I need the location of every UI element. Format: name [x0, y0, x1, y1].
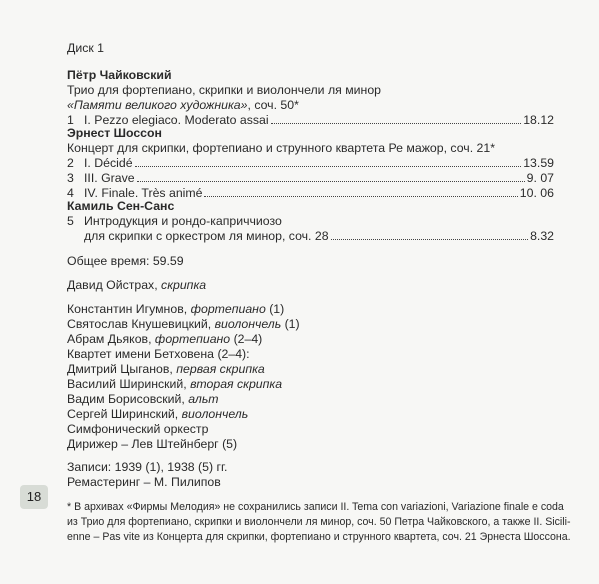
track-duration: 8.32: [530, 229, 554, 243]
work-title: Трио для фортепиано, скрипки и виолончели ля минор: [67, 83, 381, 97]
recording-dates: Записи: 1939 (1), 1938 (5) гг.: [67, 460, 228, 474]
performer-row: [67, 347, 250, 362]
track-title-continued: для скрипки с оркестром ля минор, соч. 28: [84, 229, 329, 243]
dot-leader: [135, 166, 522, 167]
page-number: 18: [20, 485, 48, 509]
performer-role: вторая скрипка: [190, 377, 283, 391]
performer-row: [67, 317, 300, 332]
work-subtitle-opus: , соч. 50*: [247, 98, 299, 112]
performer-role: фортепиано: [190, 302, 266, 316]
performer-name: Дирижер – Лев Штейнберг (5): [67, 437, 238, 451]
track-row: [67, 156, 554, 171]
dot-leader: [137, 181, 525, 182]
total-time: Общее время: 59.59: [67, 254, 184, 268]
composer-name: Эрнест Шоссон: [67, 126, 162, 140]
performer-tracks: (2–4): [230, 332, 263, 346]
track-title: IV. Finale. Très animé: [84, 186, 203, 200]
track-number: 1: [67, 113, 74, 127]
dot-leader: [271, 123, 522, 124]
performer-row: [67, 437, 237, 452]
track-number: 5: [67, 214, 74, 228]
performer-row: [67, 302, 284, 317]
performer-name: Абрам Дьяков,: [67, 332, 155, 346]
performer-name: Святослав Кнушевицкий,: [67, 317, 215, 331]
performer-name: Давид Ойстрах,: [67, 278, 162, 292]
composer-name: Камиль Сен-Санс: [67, 199, 175, 213]
track-row-continued: [67, 229, 554, 244]
track-duration: 18.12: [523, 113, 554, 127]
performer-name: Константин Игумнов,: [67, 302, 191, 316]
track-number: 3: [67, 171, 74, 185]
track-duration: 9. 07: [526, 171, 554, 185]
track-number: 2: [67, 156, 74, 170]
work-subtitle: [67, 98, 299, 113]
footnote-line: * В архивах «Фирмы Мелодия» не сохранились записи II. Tema con variazioni, Variazione finale e coda: [67, 501, 564, 513]
disc-label: Диск 1: [67, 41, 104, 55]
soloist: [67, 278, 206, 293]
performer-row: [67, 392, 219, 407]
performer-role: виолончель: [181, 407, 249, 421]
track-title: Интродукция и рондо-каприччиозо: [84, 214, 282, 228]
track-number: 4: [67, 186, 74, 200]
composer-name: Пётр Чайковский: [67, 68, 172, 82]
performer-row: [67, 422, 208, 437]
performer-tracks: (1): [281, 317, 300, 331]
performer-name: Квартет имени Бетховена (2–4):: [67, 347, 250, 361]
performer-tracks: (1): [265, 302, 285, 316]
performer-row: [67, 377, 282, 392]
performer-row: [67, 362, 265, 377]
performer-name: Симфонический оркестр: [67, 422, 209, 436]
performer-name: Вадим Борисовский,: [67, 392, 189, 406]
footnote-line: из Трио для фортепиано, скрипки и виолончели ля минор, соч. 50 Петра Чайковского, а также II. Sicili-: [67, 516, 571, 528]
track-duration: 13.59: [523, 156, 554, 170]
performer-role: виолончель: [214, 317, 282, 331]
dot-leader: [204, 196, 517, 197]
performer-name: Сергей Ширинский,: [67, 407, 182, 421]
track-title: I. Décidé: [84, 156, 133, 170]
work-subtitle-italic: «Памяти великого художника»: [67, 98, 248, 112]
track-row: [67, 214, 554, 229]
performer-role: скрипка: [161, 278, 207, 292]
performer-role: альт: [188, 392, 219, 406]
work-title: Концерт для скрипки, фортепиано и струнного квартета Ре мажор, соч. 21*: [67, 141, 495, 155]
track-title: I. Pezzo elegiaco. Moderato assai: [84, 113, 269, 127]
track-duration: 10. 06: [519, 186, 554, 200]
track-title: III. Grave: [84, 171, 135, 185]
footnote-line: enne – Pas vite из Концерта для скрипки, фортепиано и струнного квартета, соч. 21 Эрнеста Шоссона.: [67, 531, 571, 543]
dot-leader: [331, 239, 528, 240]
performer-name: Дмитрий Цыганов,: [67, 362, 177, 376]
remastering-credit: Ремастеринг – М. Пилипов: [67, 475, 221, 489]
performer-row: [67, 332, 262, 347]
performer-name: Василий Ширинский,: [67, 377, 191, 391]
track-row: [67, 171, 554, 186]
performer-row: [67, 407, 248, 422]
performer-role: первая скрипка: [176, 362, 265, 376]
performer-role: фортепиано: [154, 332, 231, 346]
